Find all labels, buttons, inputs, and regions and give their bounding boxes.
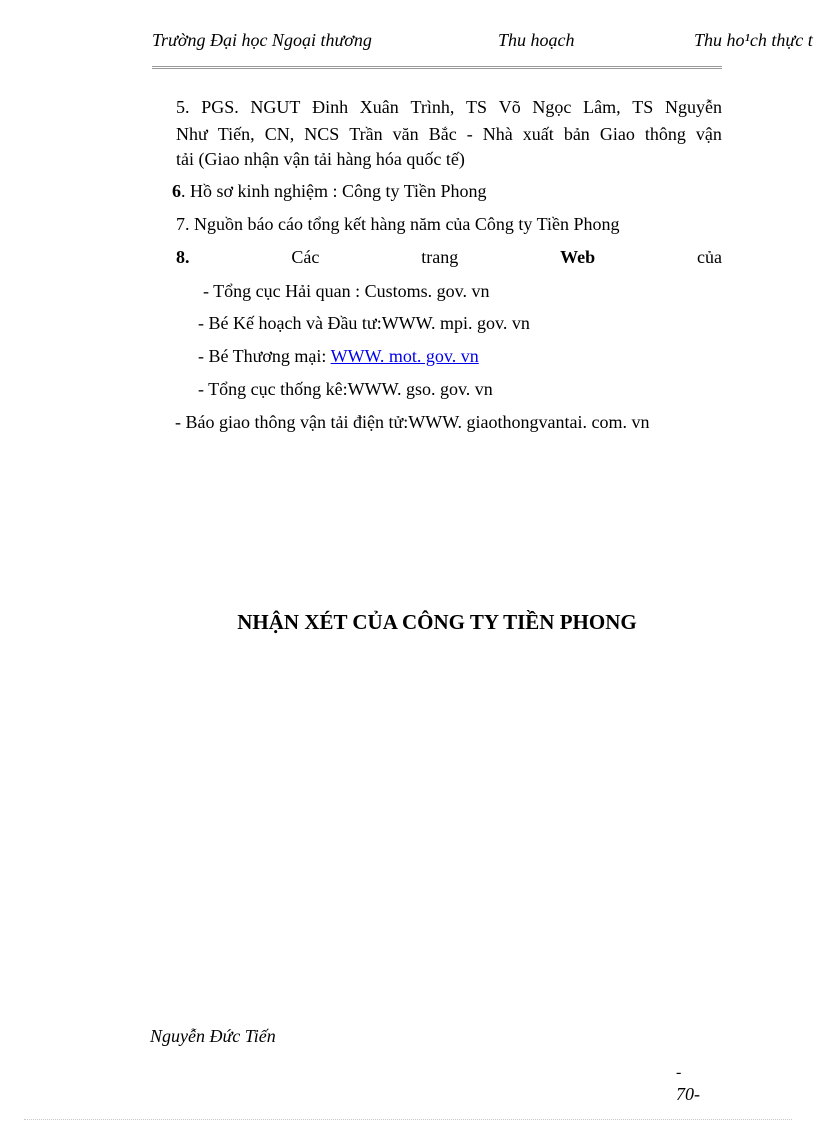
ref-item6-number: 6	[172, 181, 181, 201]
web-source-mot-prefix: - Bé Thương mại:	[198, 346, 331, 366]
web-source-customs: - Tổng cục Hải quan : Customs. gov. vn	[203, 281, 490, 301]
ref-item5-line2-word: Trần	[349, 124, 383, 144]
ref-item5-line2-word: Giao	[599, 124, 635, 144]
page-number: 70-	[676, 1084, 700, 1104]
ref-item5-line2-word: Nhà	[482, 124, 513, 144]
ref-item5-line2-word: Như	[176, 124, 208, 144]
ref-item6-text: . Hồ sơ kinh nghiệm : Công ty Tiền Phong	[181, 181, 487, 201]
ref-item5-line1-word: PGS.	[201, 97, 239, 117]
section-title: NHẬN XÉT CỦA CÔNG TY TIỀN PHONG	[237, 610, 637, 634]
ref-item5-line2-word: vận	[695, 124, 722, 144]
footer-page-dash: -	[676, 1064, 682, 1081]
ref-item5-line1-word: Nguyễn	[664, 97, 722, 117]
ref-item5-line1-word: Đinh	[312, 97, 349, 117]
ref-item5-line1-word: 5.	[176, 97, 190, 117]
ref-item5-line2-word: Bắc	[428, 124, 457, 144]
web-source-mot	[198, 346, 479, 367]
ref-item8-word-trang: trang	[421, 247, 459, 267]
ref-item5-line1-word: Lâm,	[583, 97, 621, 117]
ref-item5-line2-word: Tiến,	[217, 124, 255, 144]
web-link-mot[interactable]: WWW. mot. gov. vn	[330, 346, 479, 366]
ref-item5-line1-word: Xuân	[359, 97, 399, 117]
ref-item8-word-cua: của	[696, 247, 722, 267]
ref-item5-line2-word: xuất	[522, 124, 554, 144]
web-source-giaothong: - Báo giao thông vận tải điện tử:WWW. giaothongvantai. com. vn	[175, 412, 650, 432]
ref-item8	[176, 247, 722, 268]
ref-item5-line2	[176, 124, 722, 145]
web-source-mpi: - Bé Kế hoạch và Đầu tư:WWW. mpi. gov. vn	[198, 313, 530, 333]
header-center-title: Thu hoạch	[498, 30, 575, 50]
ref-item5-line2-word: bản	[563, 124, 590, 144]
ref-item8-word-cac: Các	[291, 247, 320, 267]
ref-item5-line1-word: TS	[466, 97, 488, 117]
header-right-title: Thu ho¹ch thực t	[694, 30, 813, 50]
ref-item8-number: 8.	[176, 247, 190, 267]
ref-item5-line2-word: CN,	[264, 124, 295, 144]
ref-item5-line2-word: -	[466, 124, 473, 144]
ref-item5-line1-word: NGUT	[250, 97, 301, 117]
ref-item5-line3: tải (Giao nhận vận tải hàng hóa quốc tế)	[176, 149, 465, 169]
header-school-name: Trường Đại học Ngoại thương	[152, 30, 372, 50]
ref-item5-line2-word: thông	[644, 124, 686, 144]
ref-item5-line2-word: văn	[392, 124, 419, 144]
ref-item5-line1-word: Võ	[498, 97, 521, 117]
ref-item5-line1-word: Trình,	[410, 97, 455, 117]
footer-author: Nguyễn Đức Tiến	[150, 1026, 276, 1046]
header-rule	[152, 66, 722, 69]
ref-item8-word-web: Web	[560, 247, 596, 267]
ref-item5-line1-word: Ngọc	[532, 97, 572, 117]
footer-dotted-line	[24, 1119, 792, 1120]
ref-item5-line1-word: TS	[632, 97, 654, 117]
ref-item5-line1	[176, 97, 722, 118]
ref-item5-line2-word: NCS	[304, 124, 340, 144]
ref-item6	[172, 181, 487, 202]
ref-item7: 7. Nguồn báo cáo tổng kết hàng năm của Công ty Tiền Phong	[176, 214, 620, 234]
web-source-gso: - Tổng cục thống kê:WWW. gso. gov. vn	[198, 379, 493, 399]
